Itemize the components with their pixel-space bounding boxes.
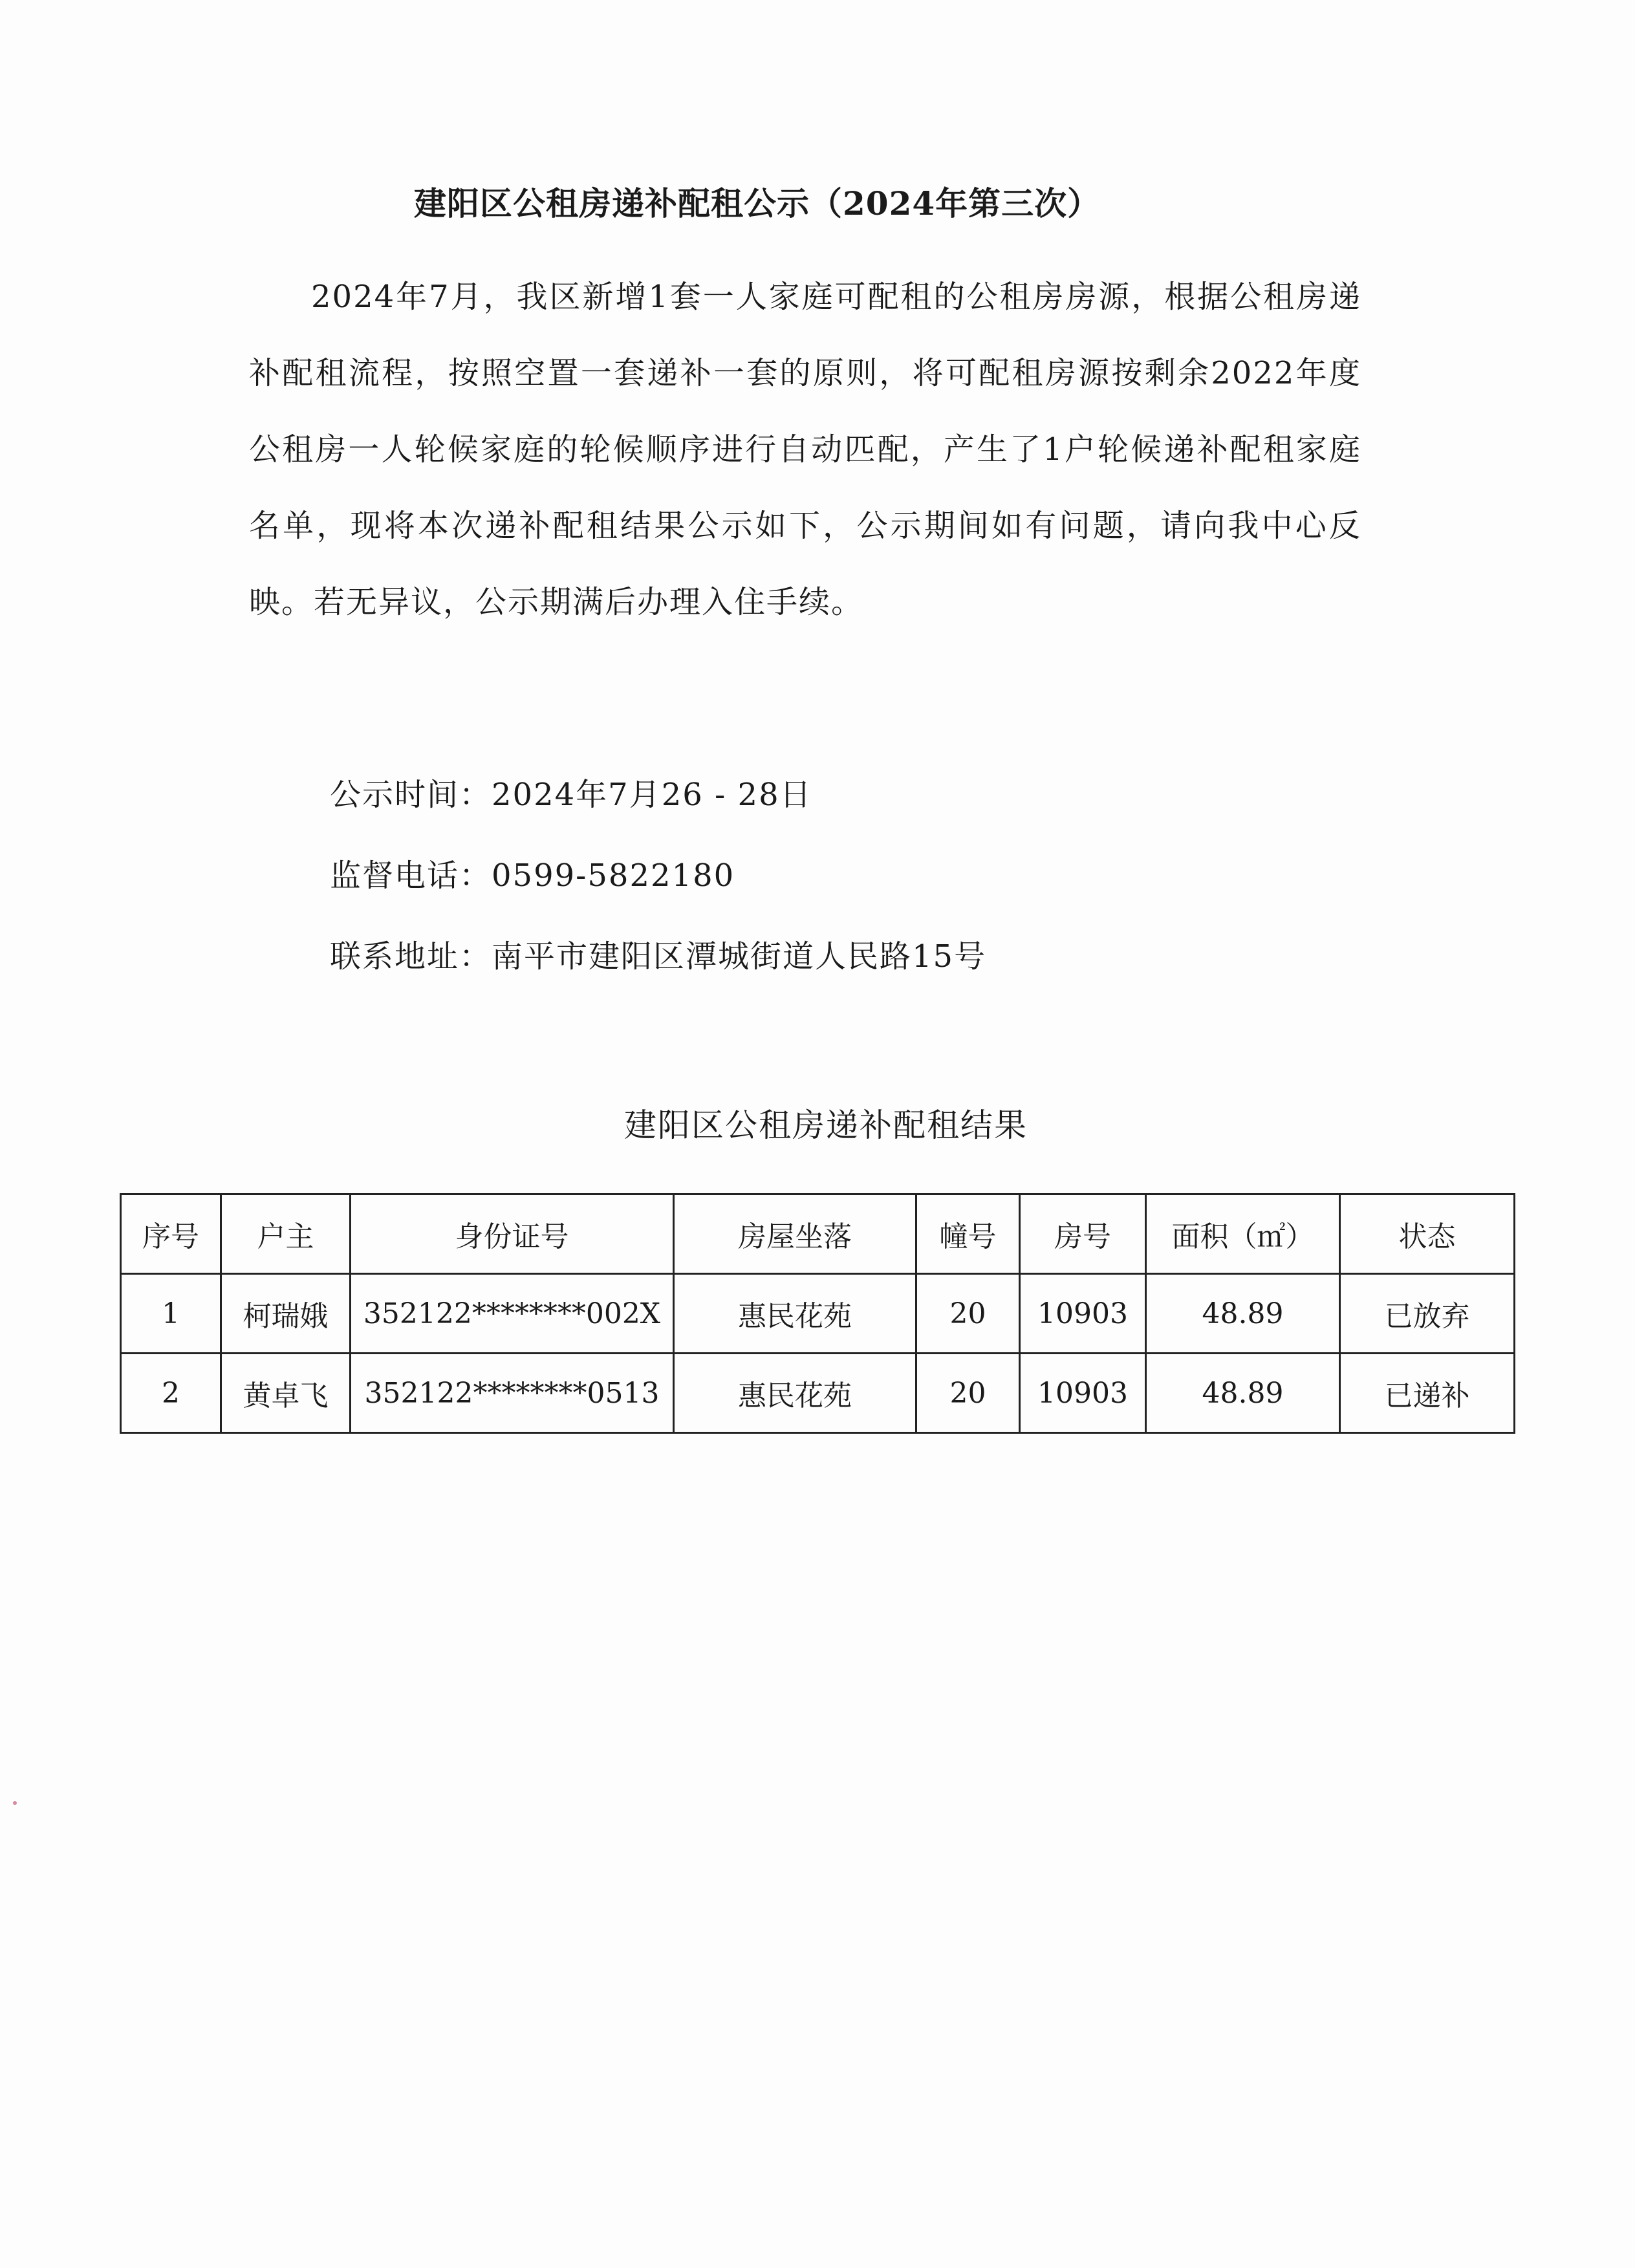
cell-building: 20 (916, 1354, 1020, 1433)
cell-id-number: 352122********0513 (351, 1354, 674, 1433)
header-status: 状态 (1340, 1194, 1515, 1274)
table-header-row (121, 1194, 1515, 1274)
table-row (121, 1274, 1515, 1354)
cell-status: 已放弃 (1340, 1274, 1515, 1354)
notice-time-label: 公示时间： (330, 777, 492, 813)
cell-area: 48.89 (1146, 1274, 1340, 1354)
cell-householder: 柯瑞娥 (221, 1274, 351, 1354)
cell-building: 20 (916, 1274, 1020, 1354)
supervision-phone-line (330, 850, 735, 895)
cell-index: 1 (121, 1274, 221, 1354)
header-index: 序号 (121, 1194, 221, 1274)
header-householder: 户主 (221, 1194, 351, 1274)
cell-status: 已递补 (1340, 1354, 1515, 1433)
announcement-paragraph: 2024年7月，我区新增1套一人家庭可配租的公租房房源，根据公租房递补配租流程，按照空置一套递补一套的原则，将可配租房源按剩余2022年度公租房一人轮候家庭的轮候顺序进行自动匹配，产生了1户轮候递补配租家庭名单，现将本次递补配租结果公示如下，公示期间如有问题，请向我中心反映。若无异议，公示期满后办理入住手续。 (249, 279, 1361, 620)
announcement-body (249, 259, 1361, 640)
contact-address-line (330, 931, 986, 976)
notice-time-value: 2024年7月26 - 28日 (492, 777, 812, 813)
result-table (120, 1193, 1515, 1434)
header-id-number: 身份证号 (351, 1194, 674, 1274)
cell-location: 惠民花苑 (674, 1274, 916, 1354)
document-title: 建阳区公租房递补配租公示（2024年第三次） (414, 184, 1101, 222)
notice-time-line (330, 770, 812, 814)
supervision-phone-label: 监督电话： (330, 858, 492, 894)
cell-index: 2 (121, 1354, 221, 1433)
cell-area: 48.89 (1146, 1354, 1340, 1433)
cell-id-number: 352122********002X (351, 1274, 674, 1354)
header-building: 幢号 (916, 1194, 1020, 1274)
header-location: 房屋坐落 (674, 1194, 916, 1274)
result-table-title: 建阳区公租房递补配租结果 (624, 1107, 1028, 1144)
cell-householder: 黄卓飞 (221, 1354, 351, 1433)
cell-location: 惠民花苑 (674, 1354, 916, 1433)
table-row (121, 1354, 1515, 1433)
header-area: 面积（㎡） (1146, 1194, 1340, 1274)
contact-address-value: 南平市建阳区潭城街道人民路15号 (492, 938, 987, 975)
contact-address-label: 联系地址： (330, 938, 492, 975)
cell-room: 10903 (1020, 1354, 1146, 1433)
scan-speck (13, 1801, 17, 1805)
cell-room: 10903 (1020, 1274, 1146, 1354)
header-room: 房号 (1020, 1194, 1146, 1274)
supervision-phone-value: 0599-5822180 (492, 858, 735, 894)
